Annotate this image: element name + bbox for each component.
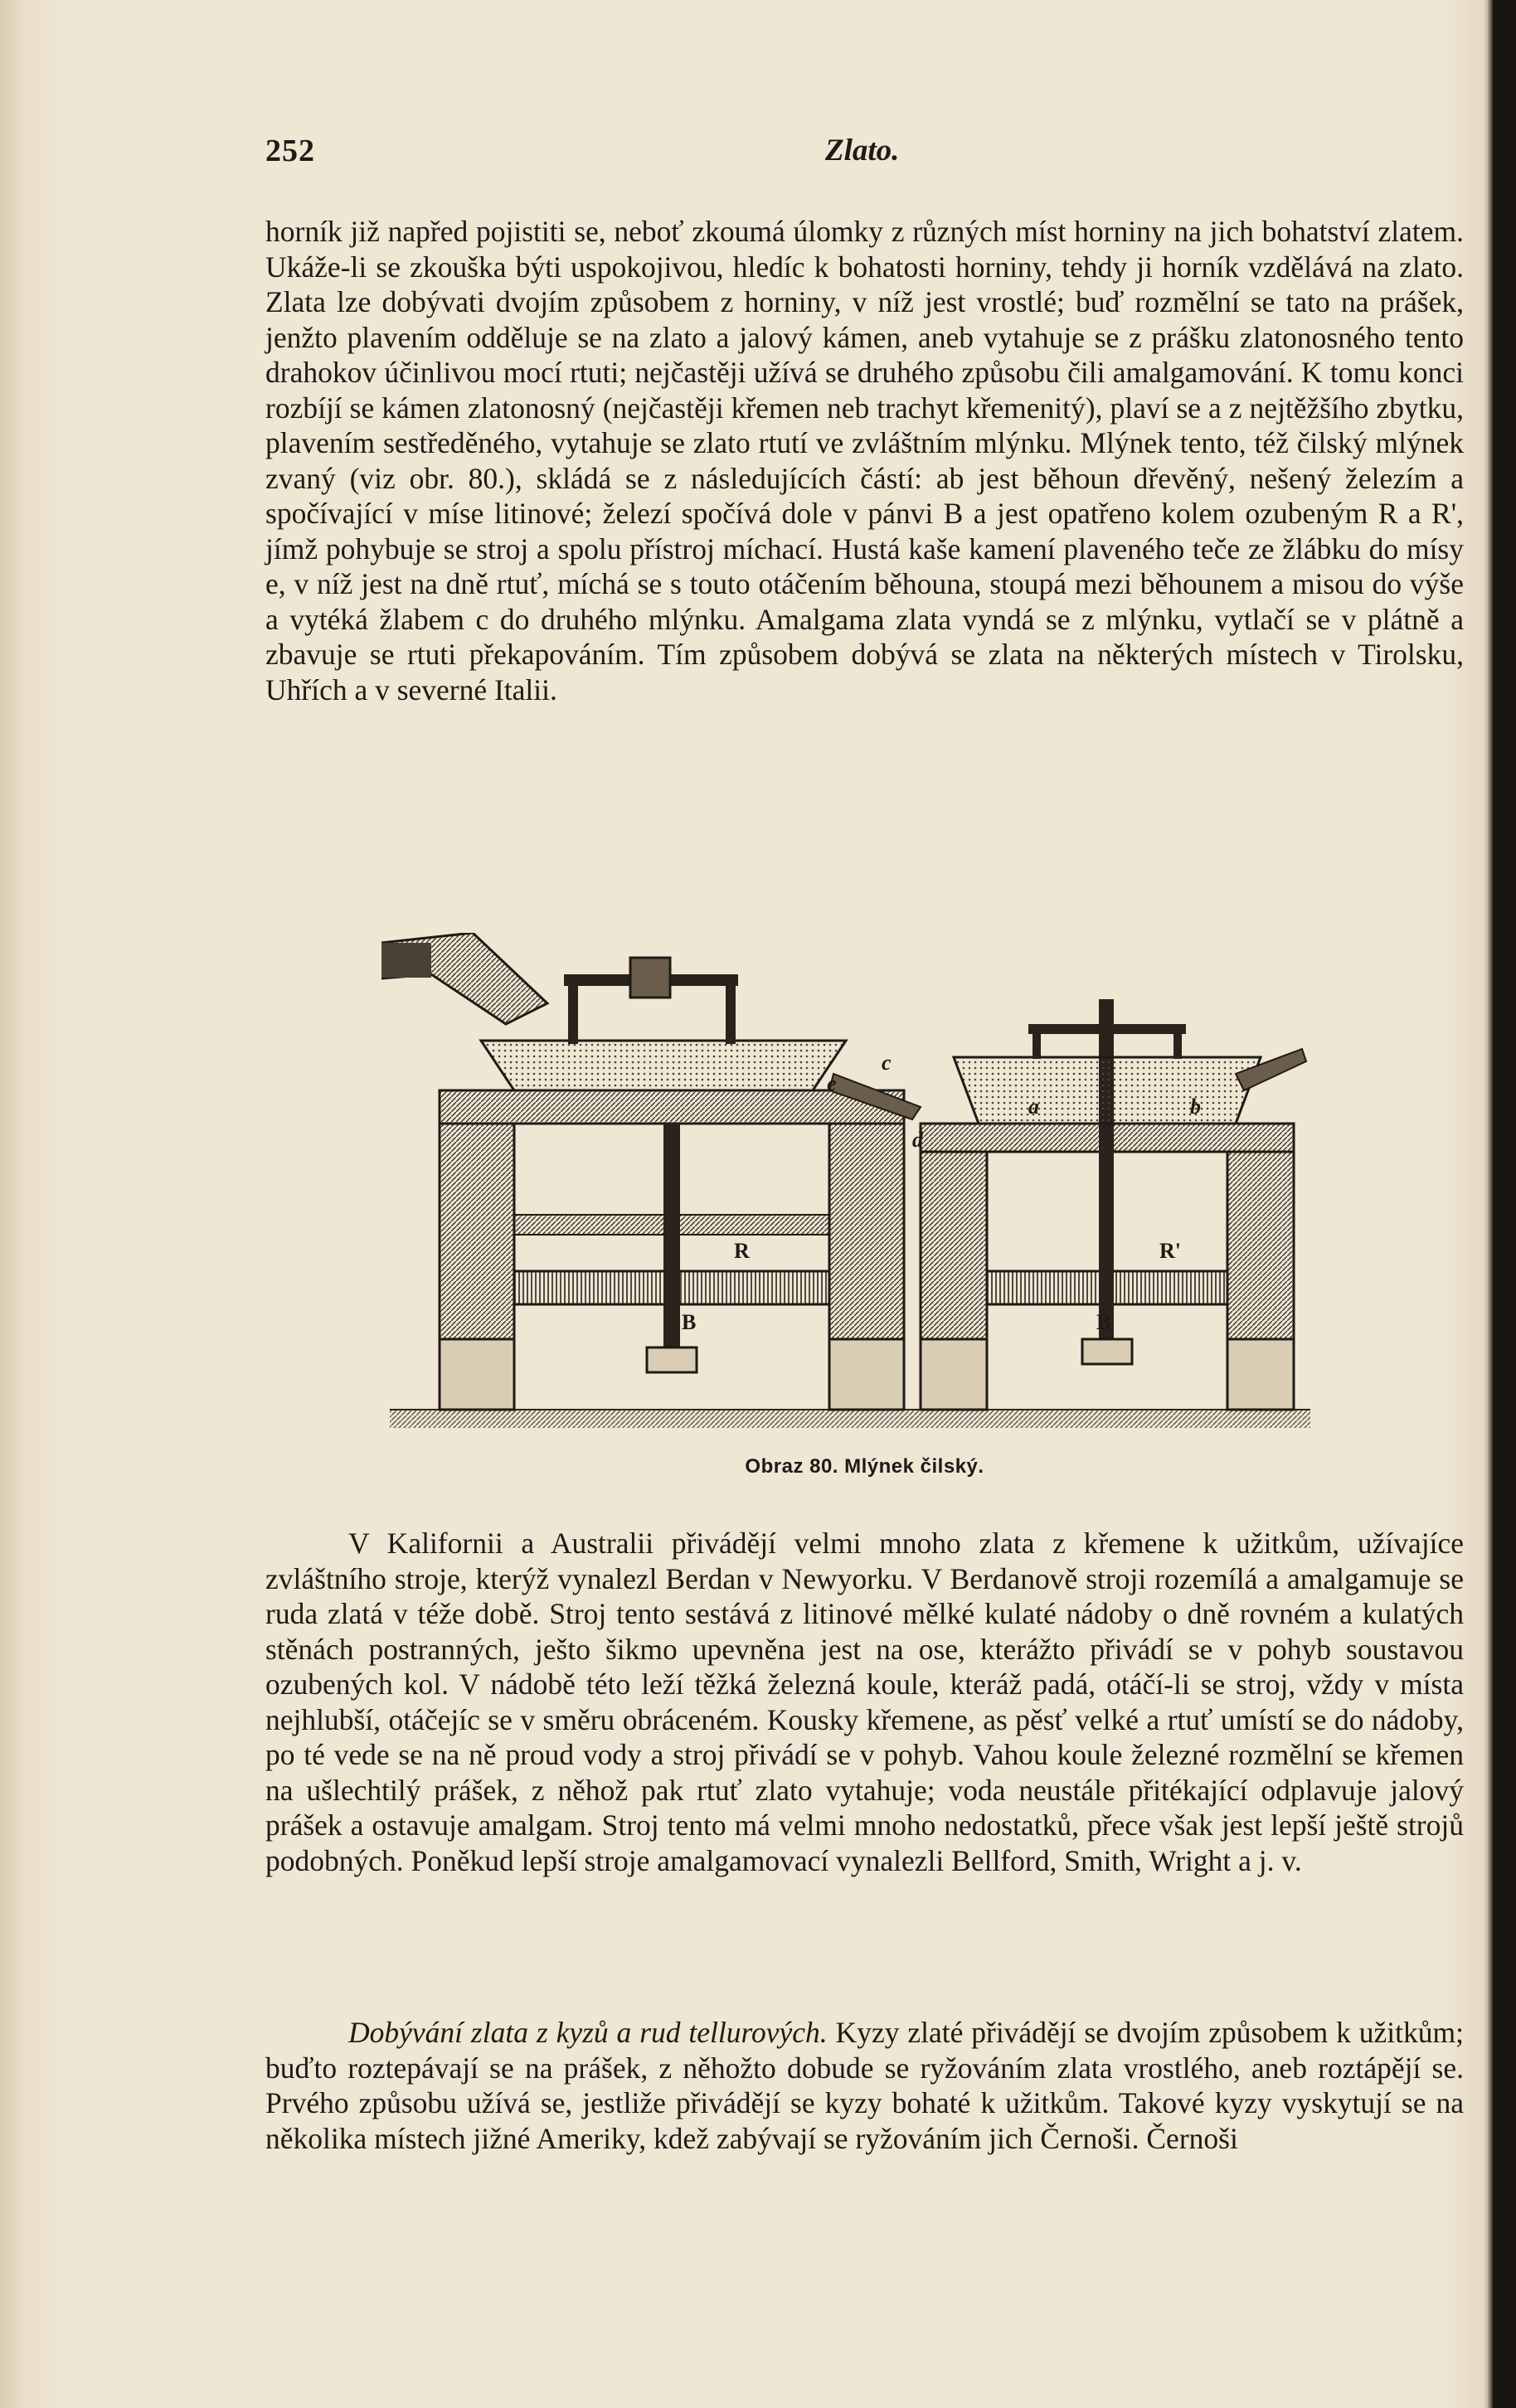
label-a: a: [1028, 1095, 1039, 1119]
figure-chilean-mill: [381, 933, 1319, 1447]
paragraph-3: [265, 2015, 1464, 2156]
label-e: e: [827, 1071, 837, 1095]
right-mill: [921, 999, 1306, 1410]
mill-illustration: [381, 933, 1319, 1447]
paragraph-3-text: Kyzy zlaté přivádějí se dvojím způsobem k užitkům; buďto roztepávají se na prášek, z něhožto dobude se ryžováním zlata vrostlého, aneb roztápějí se. Prvého způsobu užívá se, jestliže přivádějí se kyzy bohaté k užitkům. Takové kyzy vyskytují se na několika místech jižné Ameriky, kdež zabývají se ryžováním jich Černoši. Černoši: [265, 2016, 1464, 2155]
page-edge: [1493, 0, 1516, 2408]
label-r-prime: R': [1159, 1239, 1181, 1263]
paragraph-2: V Kalifornii a Australii přivádějí velmi mnoho zlata z křemene k užitkům, užívajíce zvláštního stroje, kterýž vynalezl Berdan v Newyorku. V Berdanově stroji rozemílá a amalgamuje se ruda zlatá v téže době. Stroj tento sestává z litinové mělké kulaté nádoby o dně rovném a kulatých stěnách postranných, ješto šikmo upevněna jest na ose, kterážto přivádí se v pohyb soustavou ozubených kol. V nádobě této leží těžká železná koule, kteráž padá, otáčí-li se stroj, vždy v místa nejhlubší, otáčejíc se v směru obráceném. Kousky křemene, as pěsť velké a rtuť umístí se do nádoby, po té vede se na ně proud vody a stroj přivádí se v pohyb. Vahou koule železné rozmělní se křemen na ušlechtilý prášek, z něhož pak rtuť zlato vytahuje; voda neustále přitékající odplavuje jalový prášek a ostavuje amalgam. Stroj tento má velmi mnoho nedostatků, přece však jest lepší ještě strojů podobných. Poněkud lepší stroje amalgamovací vynalezli Bellford, Smith, Wright a j. v.: [265, 1527, 1464, 1877]
running-title: Zlato.: [825, 134, 900, 167]
page-number: 252: [265, 134, 315, 168]
label-b: b: [1190, 1095, 1201, 1119]
page-header: [265, 133, 1460, 174]
left-mill: [381, 933, 921, 1410]
ground-hatching: [390, 1410, 1310, 1428]
label-b-pan-right: B: [1096, 1310, 1111, 1334]
label-r: R: [734, 1239, 750, 1263]
page-edge-shadow: [1486, 0, 1493, 2408]
paragraph-1: horník již napřed pojistiti se, neboť zkoumá úlomky z různých míst horniny na jich bohatství zlatem. Ukáže-li se zkouška býti uspokojivou, hledíc k bohatosti horniny, tehdy ji horník vzdělává na zlato. Zlata lze dobývati dvojím způsobem z horniny, v níž jest vrostlé; buď rozmělní se tato na prášek, jenžto plavením odděluje se na zlato a jalový kámen, aneb vytahuje se z prášku zlatonosného tento drahokov účinlivou mocí rtuti; nejčastěji užívá se druhého způsobu čili amalgamování. K tomu konci rozbíjí se kámen zlatonosný (nejčastěji křemen neb trachyt křemenitý), plaví se a z nejtěžšího zbytku, plavením sestředěného, vytahuje se zlato rtutí ve zvláštním mlýnku. Mlýnek tento, též čilský mlýnek zvaný (viz obr. 80.), skládá se z následujících částí: ab jest běhoun dřevěný, nešený železím a spočívající v míse litinové; železí spočívá dole v pánvi B a jest opatřeno kolem ozubeným R a R', jímž pohybuje se stroj a spolu přístroj míchací. Hustá kaše kamení plaveného teče ze žlábku do mísy e, v níž jest na dně rtuť, míchá se s touto otáčením běhouna, stoupá mezi běhounem a misou do výše a vytéká žlabem c do druhého mlýnku. Amalgama zlata vyndá se z mlýnku, vytlačí se v plátně a zbavuje se rtuti překapováním. Tím způsobem dobývá se zlata na některých místech v Tirolsku, Uhřích a v severné Italii.: [265, 215, 1464, 706]
section-heading-italic: Dobývání zlata z kyzů a rud tellurových.: [348, 2016, 828, 2049]
label-b-pan-left: B: [682, 1310, 697, 1334]
label-d: d: [912, 1128, 923, 1152]
figure-caption: Obraz 80. Mlýnek čilský.: [745, 1455, 984, 1478]
label-c: c: [882, 1051, 892, 1075]
